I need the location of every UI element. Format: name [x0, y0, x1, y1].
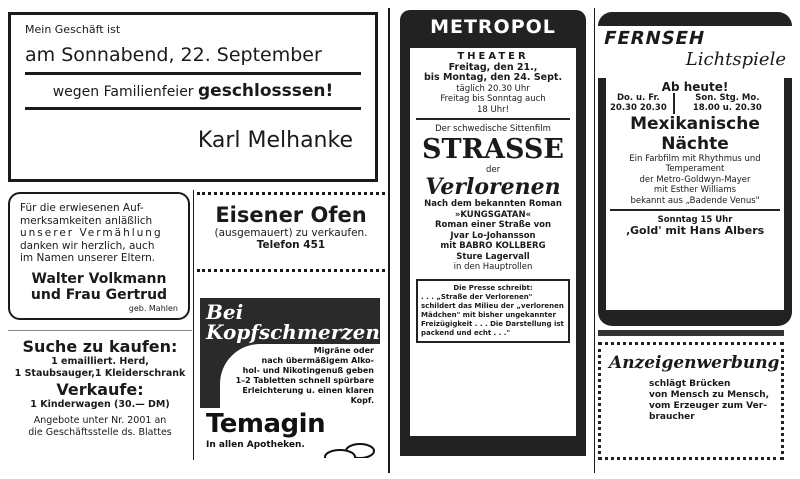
notice-date: am Sonnabend, 22. September — [25, 44, 361, 75]
desc-line: Temperament — [665, 164, 725, 174]
cast-line: mit BABRO KOLLBERG — [440, 241, 546, 251]
novel-line: Jvar Lo-Johansson — [450, 230, 536, 241]
logo-text: Lichtspiele — [685, 49, 786, 70]
novel-line: Nach dem bekannten Roman — [424, 199, 562, 209]
brand-area — [200, 408, 380, 458]
press-heading: Die Presse schreibt: — [453, 283, 533, 292]
ad-body — [220, 344, 380, 408]
ad-headline: Kopfschmerzen — [206, 320, 380, 344]
ad-headline: Bei — [206, 300, 244, 324]
divider-bar — [598, 330, 784, 336]
desc-line: mit Esther Williams — [653, 185, 737, 195]
notice-reason — [25, 81, 361, 110]
date-line: bis Montag, den 24. Sept. — [423, 72, 563, 83]
wanted-ad — [8, 330, 192, 458]
brand-name: Temagin — [206, 409, 326, 439]
logo-text: FERNSEH — [601, 28, 708, 49]
showtime-hours: 20.30 20.30 — [610, 103, 667, 113]
column-divider — [594, 8, 595, 473]
showtimes — [610, 93, 780, 114]
cast-line: Sture Lagervall — [456, 251, 530, 262]
theater-logo: METROPOL — [430, 16, 556, 38]
novel-line: Roman einer Straße von — [434, 220, 552, 230]
temagin-ad — [200, 298, 380, 458]
sale-title: Verkaufe: — [56, 380, 144, 399]
wedding-thanks-ad — [8, 192, 190, 320]
film-genre: Der schwedische Sittenfilm — [435, 124, 551, 134]
ad-phone: Telefon 451 — [256, 239, 326, 251]
showtime-days: Do. u. Fr. — [616, 92, 660, 103]
promo-title: Anzeigenwerbung — [609, 353, 780, 373]
ad-subtitle: (ausgemauert) zu verkaufen. — [214, 227, 368, 239]
thanks-line: unserer Vermählung — [20, 227, 163, 239]
desc-line: bekannt aus „Badende Venus" — [610, 196, 780, 212]
novel-line: »KUNGSGATAN« — [454, 209, 532, 220]
column-divider — [193, 190, 194, 460]
promo-line: braucher — [649, 412, 695, 422]
closed-text: geschlosssen! — [198, 81, 334, 101]
ad-footer: In allen Apotheken. — [206, 440, 305, 450]
film-title: Nächte — [661, 133, 729, 154]
thanks-line: danken wir herzlich, auch — [20, 239, 155, 252]
sale-item: 1 Kinderwagen (30.— DM) — [30, 399, 170, 410]
maiden-name: geb. Mahlen — [128, 303, 178, 313]
extra-showtime: Freitag bis Sonntag auch — [440, 94, 546, 104]
film-title: der — [485, 164, 501, 175]
notice-intro: Mein Geschäft ist — [25, 23, 121, 36]
advertising-promo — [598, 342, 784, 460]
notice-owner: Karl Melhanke — [197, 128, 353, 153]
press-quote — [416, 279, 570, 343]
sunday-film: ‚Gold' mit Hans Albers — [625, 223, 765, 237]
body-line: hol- und Nikotingenuß geben — [242, 366, 374, 375]
body-line: Erleichterung u. einen klaren Kopf. — [242, 386, 374, 405]
reason-text: wegen Familienfeier — [52, 84, 194, 100]
extra-showtime: 18 Uhr! — [416, 105, 570, 121]
promo-line: vom Erzeuger zum Ver- — [649, 401, 767, 411]
column-divider — [388, 8, 390, 473]
showtime-hours: 18.00 u. 20.30 — [692, 103, 762, 113]
stove-sale-ad — [197, 192, 385, 272]
ad-title: Eisener Ofen — [215, 203, 367, 227]
desc-line: Ein Farbfilm mit Rhythmus und — [629, 153, 761, 164]
body-line: 1–2 Tabletten schnell spürbare — [235, 376, 374, 385]
press-text: . . . „Straße der Verlorenen" schildert das Milieu der „verlorenen Mädchen" mit bisher ungekannter Freizügigkeit . . . Die Darstellung ist packend und echt . . ." — [421, 292, 564, 337]
couple-name: und Frau Gertrud — [30, 286, 168, 303]
tablet-icon — [322, 442, 376, 458]
theater-subtitle: THEATER — [457, 51, 529, 62]
contact-line: die Geschäftsstelle ds. Blattes — [28, 427, 172, 438]
cast-line: in den Hauptrollen — [453, 262, 533, 272]
shop-closed-notice — [8, 12, 378, 182]
ad-head: Ab heute! — [661, 80, 729, 94]
couple-name: Walter Volkmann — [31, 270, 167, 287]
contact-line: Angebote unter Nr. 2001 an — [33, 415, 167, 426]
metropol-theater-ad — [400, 10, 586, 456]
fernseh-lichtspiele-ad — [598, 12, 792, 326]
body-line: nach übermäßigem Alko- — [261, 356, 374, 365]
sunday-time: Sonntag 15 Uhr — [657, 215, 733, 225]
cinema-logo — [598, 26, 792, 78]
showtime-days: Son. Stg. Mo. — [695, 92, 760, 103]
promo-line: schlägt Brücken — [649, 379, 731, 389]
film-title: Mexikanische — [630, 113, 760, 134]
showtime: täglich 20.30 Uhr — [456, 83, 530, 94]
thanks-line: merksamkeiten anläßlich — [20, 214, 153, 227]
film-title: STRASSE — [422, 133, 564, 165]
promo-line: von Mensch zu Mensch, — [649, 390, 770, 400]
film-title: Verlorenen — [425, 174, 561, 200]
thanks-line: Für die erwiesenen Auf- — [20, 202, 144, 214]
body-line: Migräne oder — [313, 346, 374, 355]
thanks-line: im Namen unserer Eltern. — [20, 252, 156, 264]
wanted-title: Suche zu kaufen: — [22, 337, 178, 356]
desc-line: der Metro-Goldwyn-Mayer — [639, 174, 751, 185]
wanted-item: 1 Staubsauger,1 Kleiderschrank — [14, 368, 186, 379]
wanted-item: 1 emailliert. Herd, — [51, 356, 149, 367]
date-line: Freitag, den 21., — [448, 61, 538, 73]
